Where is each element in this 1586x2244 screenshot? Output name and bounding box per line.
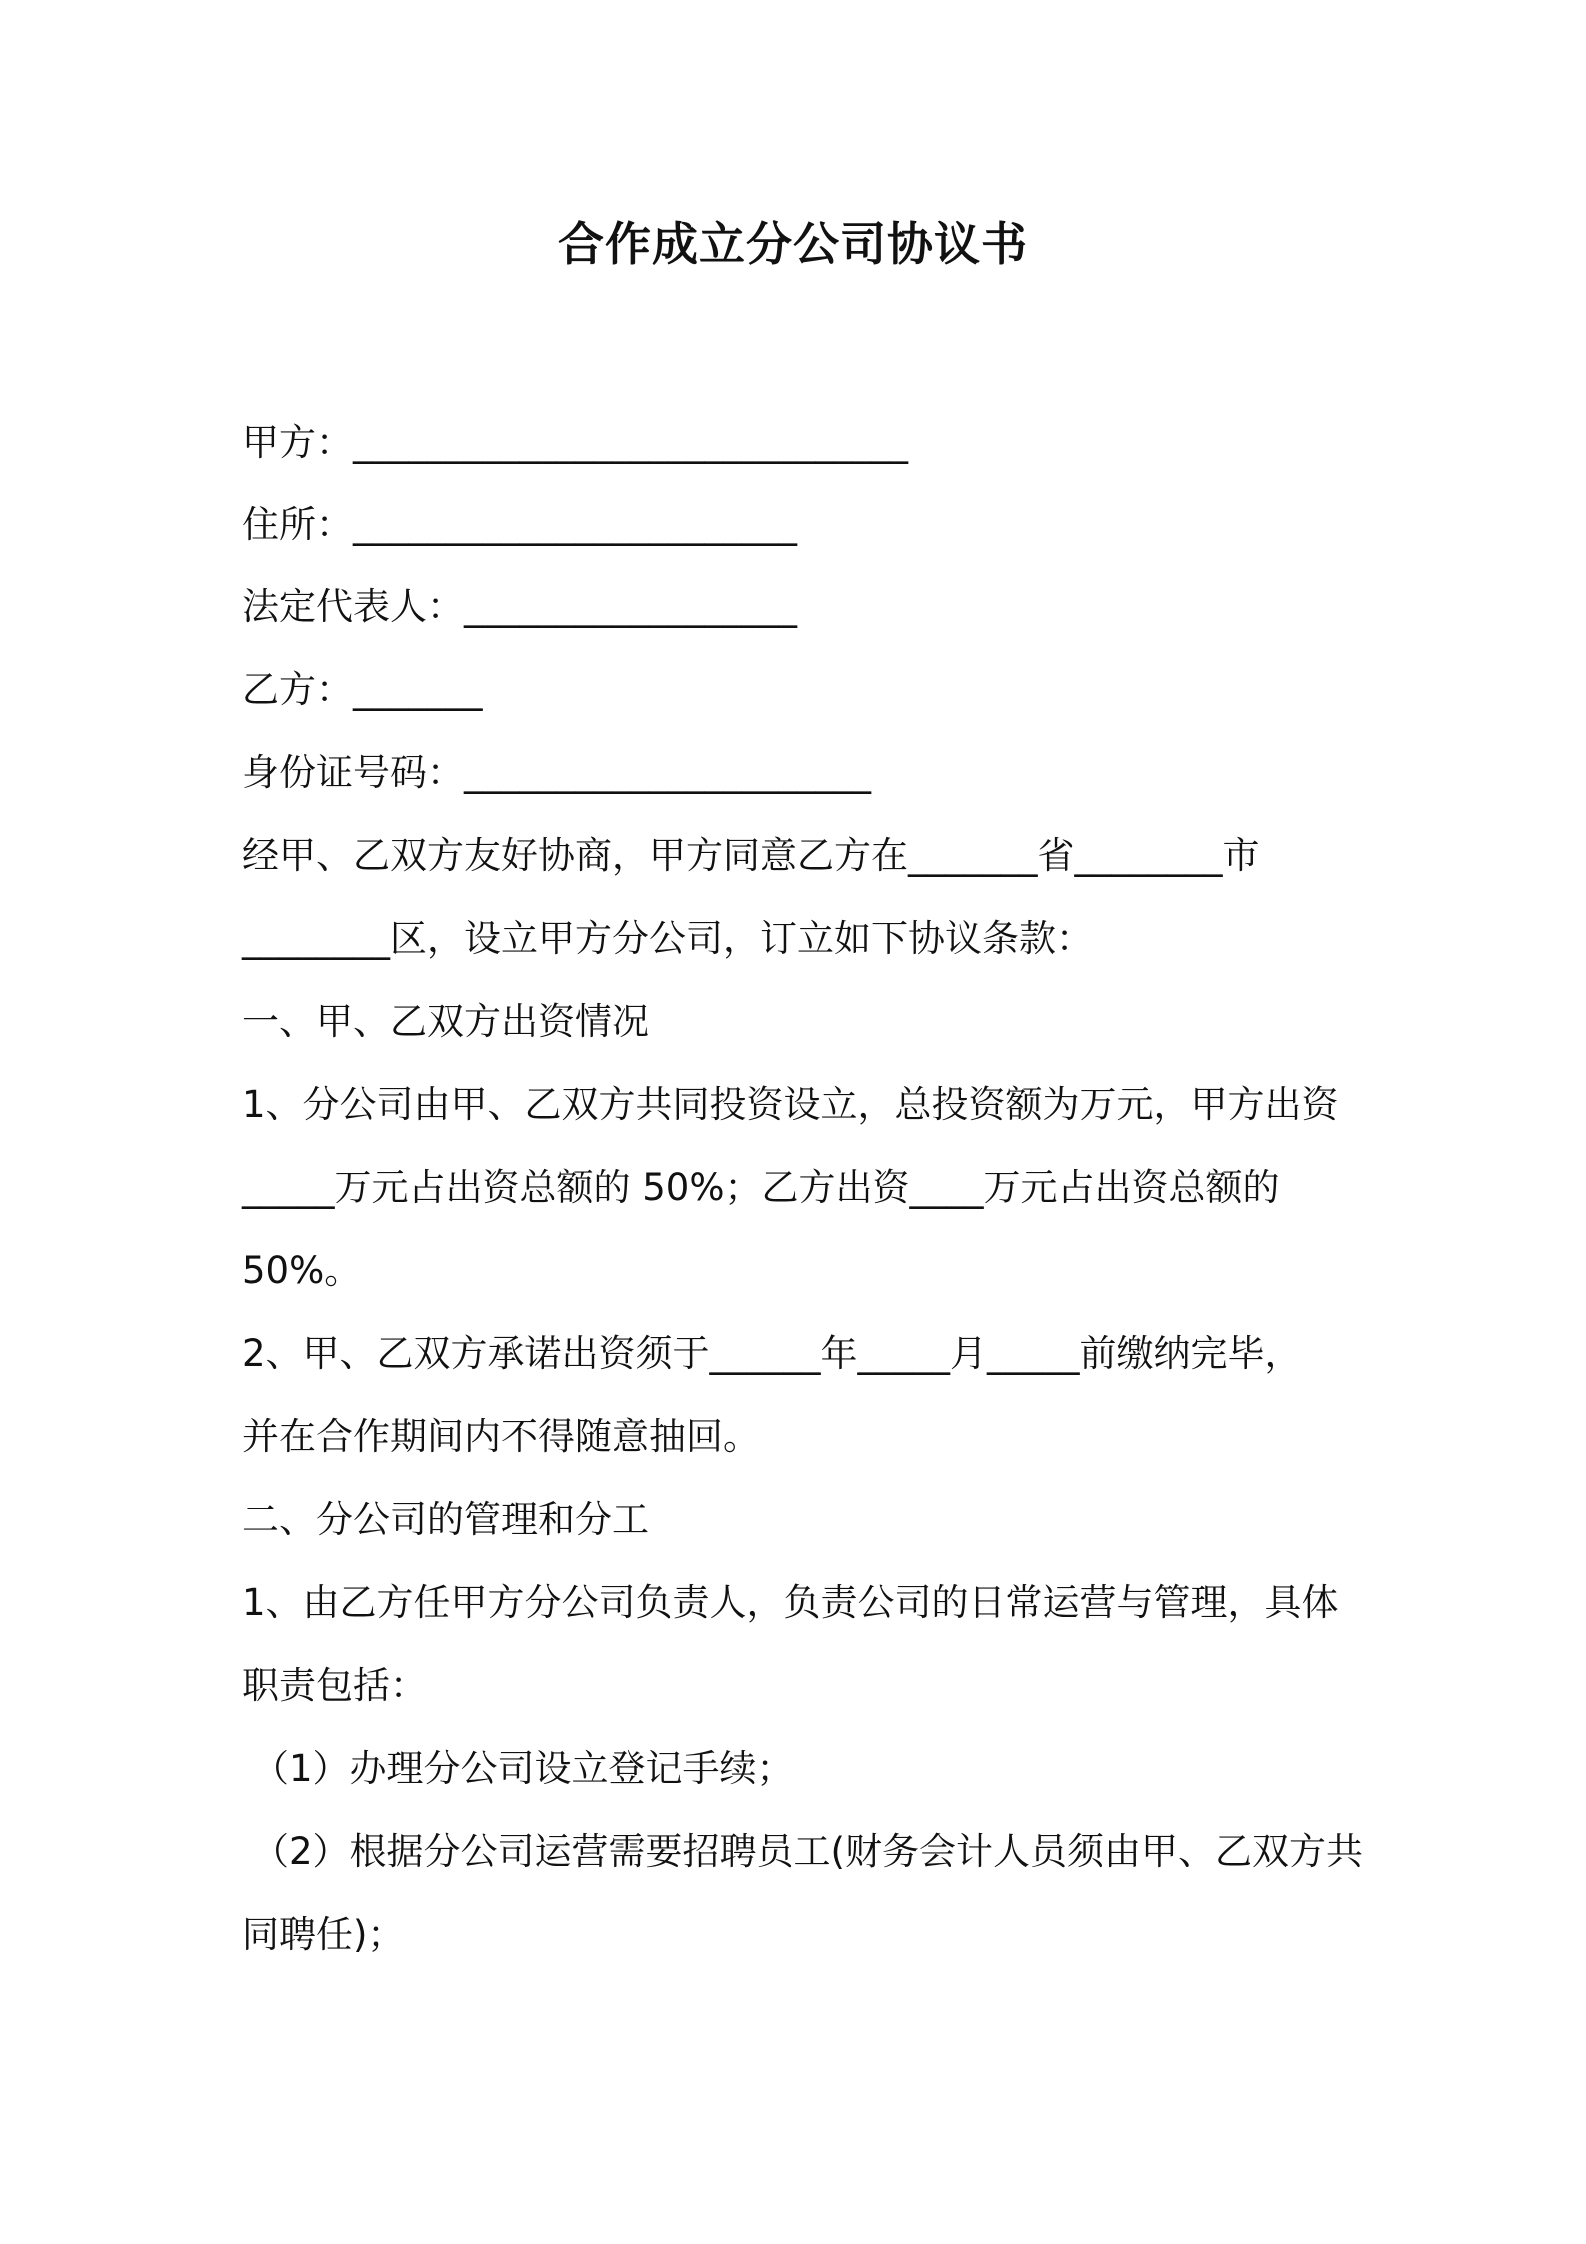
paragraph-line: 50%。 bbox=[242, 1249, 362, 1292]
document-title: 合作成立分公司协议书 bbox=[558, 217, 1028, 271]
paragraph-line: 经甲、乙双方友好协商，甲方同意乙方在_______省________市 bbox=[242, 834, 1260, 877]
legal-representative-line: 法定代表人：__________________ bbox=[242, 585, 797, 628]
paragraph-line: 1、由乙方任甲方分公司负责人，负责公司的日常运营与管理，具体 bbox=[242, 1581, 1339, 1624]
paragraph-line: 并在合作期间内不得随意抽回。 bbox=[242, 1415, 760, 1458]
list-item: （1）办理分公司设立登记手续； bbox=[252, 1747, 794, 1790]
paragraph-line: 同聘任)； bbox=[242, 1913, 405, 1956]
section-heading: 二、分公司的管理和分工 bbox=[242, 1498, 649, 1541]
address-line: 住所：________________________ bbox=[242, 503, 797, 546]
paragraph-line: 1、分公司由甲、乙双方共同投资设立，总投资额为万元，甲方出资 bbox=[242, 1083, 1339, 1126]
paragraph-line: ________区，设立甲方分公司，订立如下协议条款： bbox=[242, 917, 1093, 960]
paragraph-line: 职责包括： bbox=[242, 1664, 427, 1707]
section-heading: 一、甲、乙双方出资情况 bbox=[242, 1000, 649, 1043]
paragraph-line: 2、甲、乙双方承诺出资须于______年_____月_____前缴纳完毕， bbox=[242, 1332, 1302, 1375]
party-b-line: 乙方：_______ bbox=[242, 668, 483, 711]
party-a-line: 甲方：______________________________ bbox=[242, 421, 908, 464]
list-item: （2）根据分公司运营需要招聘员工(财务会计人员须由甲、乙双方共 bbox=[252, 1830, 1363, 1873]
paragraph-line: _____万元占出资总额的 50%；乙方出资____万元占出资总额的 bbox=[242, 1166, 1280, 1209]
id-number-line: 身份证号码：______________________ bbox=[242, 751, 871, 794]
